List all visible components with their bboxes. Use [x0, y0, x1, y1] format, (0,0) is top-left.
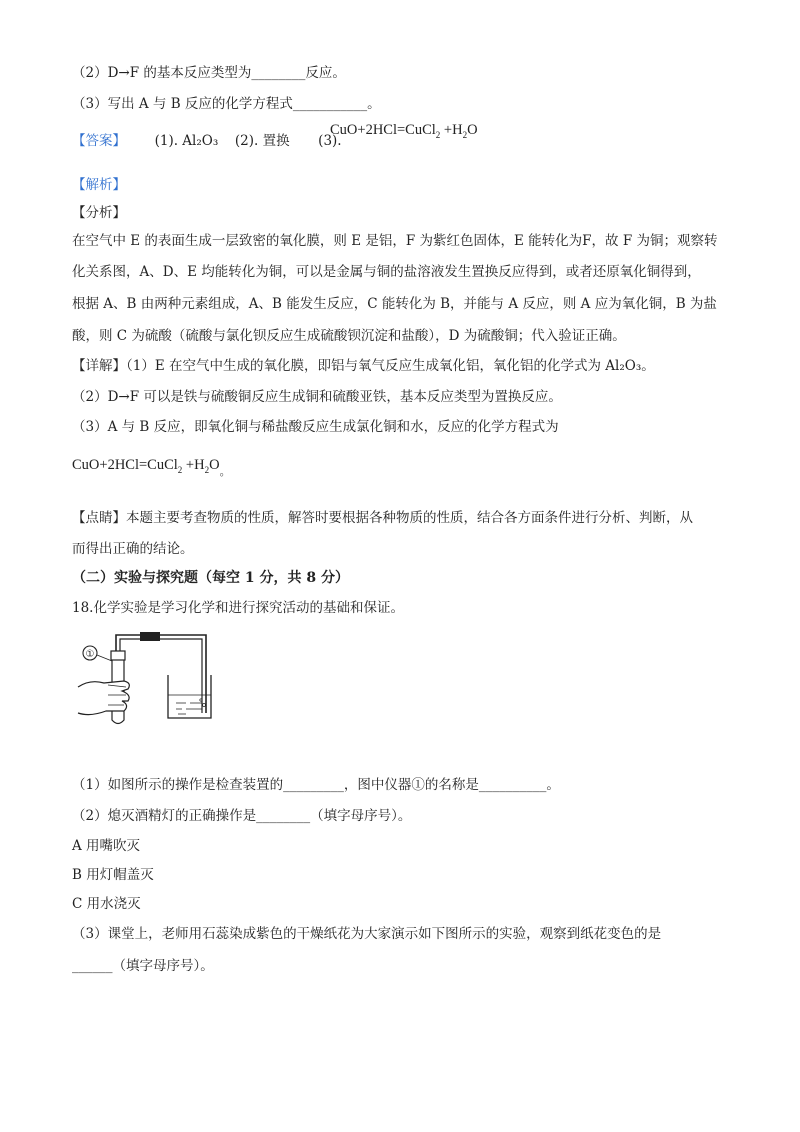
q17-part2: （2）D→F 的基本反应类型为________反应。	[72, 65, 346, 81]
q18-option-c: C 用水浇灭	[72, 896, 141, 912]
analysis-line-1: 在空气中 E 的表面生成一层致密的氧化膜，则 E 是铝，F 为紫红色固体，E 能转化为F，故 F 为铜；观察转	[72, 233, 718, 249]
answer-3: (3).	[318, 133, 342, 149]
q18-part3-line1: （3）课堂上，老师用石蕊染成紫色的干燥纸花为大家演示如下图所示的实验，观察到纸花变色的是	[72, 926, 662, 942]
marker-text: ①	[85, 649, 95, 660]
answer-row	[72, 132, 342, 150]
answer-equation: CuO+2HCl=CuCl$_2$ $+H_2O$	[330, 122, 478, 140]
fenxi-label: 【分析】	[72, 205, 126, 221]
section-title: （二）实验与探究题（每空 1 分，共 8 分）	[72, 570, 349, 586]
analysis-line-3: 根据 A、B 由两种元素组成，A、B 能发生反应，C 能转化为 B，并能与 A 反应，则 A 应为氧化铜，B 为盐	[72, 296, 717, 312]
q18-part2: （2）熄灭酒精灯的正确操作是________（填字母序号）。	[72, 808, 412, 824]
rubber-tube-joint	[140, 632, 160, 641]
q18-part3-line2: ______（填字母序号）。	[72, 958, 214, 974]
delivery-tube	[116, 635, 206, 713]
analysis-line-4: 酸，则 C 为硫酸（硫酸与氯化钡反应生成硫酸钡沉淀和盐酸），D 为硫酸铜；代入验证正确。	[72, 328, 626, 344]
answer-2: (2). 置换	[234, 133, 290, 149]
analysis-line-2: 化关系图，A、D、E 均能转化为铜，可以是金属与铜的盐溶液发生置换反应得到，或者还原氧化铜得到，	[72, 264, 701, 280]
q18-option-a: A 用嘴吹灭	[72, 838, 141, 854]
beaker	[168, 675, 211, 718]
airtightness-apparatus-figure	[76, 625, 226, 730]
answer-label: 【答案】	[72, 133, 126, 149]
dianjing-line-2: 而得出正确的结论。	[72, 541, 194, 557]
dianjing-line-1: 【点睛】本题主要考查物质的性质，解答时要根据各种物质的性质，结合各方面条件进行分析、判断，从	[72, 510, 693, 526]
q17-part3: （3）写出 A 与 B 反应的化学方程式___________。	[72, 96, 381, 112]
stopper	[111, 651, 125, 660]
detail-line-1: 【详解】（1）E 在空气中生成的氧化膜，即铝与氧气反应生成氧化铝，氧化铝的化学式为 Al₂O₃。	[72, 358, 655, 374]
detail-line-2: （2）D→F 可以是铁与硫酸铜反应生成铜和硫酸亚铁，基本反应类型为置换反应。	[72, 389, 562, 405]
hand	[78, 681, 129, 715]
q18-part1: （1）如图所示的操作是检查装置的_________，图中仪器①的名称是__________。	[72, 777, 560, 793]
q18-stem: 18.化学实验是学习化学和进行探究活动的基础和保证。	[72, 600, 404, 616]
answer-1: (1). Al₂O₃	[154, 133, 219, 149]
detail-line-3: （3）A 与 B 反应，即氧化铜与稀盐酸反应生成氯化铜和水，反应的化学方程式为	[72, 419, 559, 435]
q18-option-b: B 用灯帽盖灭	[72, 867, 154, 883]
detail-equation: CuO+2HCl=CuCl$_2$ $+H_2O_。$	[72, 457, 231, 478]
analysis-label: 【解析】	[72, 177, 126, 193]
